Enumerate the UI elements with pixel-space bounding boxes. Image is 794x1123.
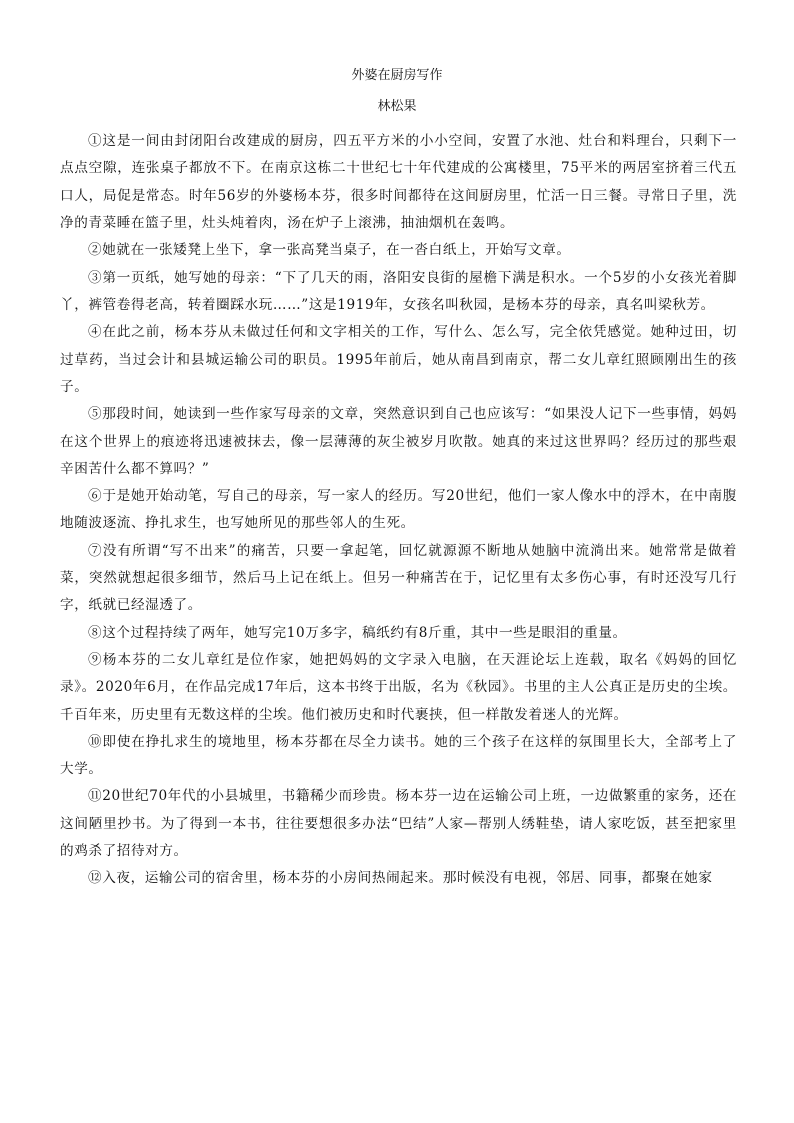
paragraph-3: ③第一页纸，她写她的母亲：“下了几天的雨，洛阳安良街的屋檐下满是积水。一个5岁的小女孩光着脚丫，裤管卷得老高，转着圈踩水玩……”这是1919年，女孩名叫秋园，是杨本芬的母亲，真名叫梁秋芳。 <box>60 269 737 314</box>
paragraph-7: ⑦没有所谓“写不出来”的痛苦，只要一拿起笔，回忆就源源不断地从她脑中流淌出来。她常常是做着菜，突然就想起很多细节，然后马上记在纸上。但另一种痛苦在于，记忆里有太多伤心事，有时还没写几行字，纸就已经湿透了。 <box>60 542 737 614</box>
paragraph-10: ⑩即使在挣扎求生的境地里，杨本芬都在尽全力读书。她的三个孩子在这样的氛围里长大，全部考上了大学。 <box>60 733 737 778</box>
paragraph-12: ⑫入夜，运输公司的宿舍里，杨本芬的小房间热闹起来。那时候没有电视，邻居、同事，都聚在她家 <box>88 870 713 887</box>
paragraph-2: ②她就在一张矮凳上坐下，拿一张高凳当桌子，在一沓白纸上，开始写文章。 <box>88 242 571 259</box>
paragraph-11: ⑪20世纪70年代的小县城里，书籍稀少而珍贵。杨本芬一边在运输公司上班，一边做繁重的家务，还在这间陋里抄书。为了得到一本书，往往要想很多办法“巴结”人家—帮别人绣鞋垫，请人家吃饭，甚至把家里的鸡杀了招待对方。 <box>60 788 737 860</box>
article-author: 林松果 <box>377 99 417 114</box>
paragraph-4: ④在此之前，杨本芬从未做过任何和文字相关的工作，写什么、怎么写，完全依凭感觉。她种过田，切过草药，当过会计和县城运输公司的职员。1995年前后，她从南昌到南京，帮二女儿章红照顾刚出生的孩子。 <box>60 324 737 395</box>
paragraph-9: ⑨杨本芬的二女儿章红是位作家，她把妈妈的文字录入电脑，在天涯论坛上连载，取名《妈妈的回忆录》。2020年6月，在作品完成17年后，这本书终于出版，名为《秋园》。书里的主人公真正是历史的尘埃。千百年来，历史里有无数这样的尘埃。他们被历史和时代裹挟，但一样散发着迷人的光辉。 <box>60 651 737 723</box>
paragraph-8: ⑧这个过程持续了两年，她写完10万多字，稿纸约有8斤重，其中一些是眼泪的重量。 <box>88 624 627 641</box>
article-body <box>60 128 737 893</box>
paragraph-6: ⑥于是她开始动笔，写自己的母亲，写一家人的经历。写20世纪，他们一家人像水中的浮木，在中南腹地随波逐流、挣扎求生，也写她所见的那些邻人的生死。 <box>60 488 737 532</box>
paragraph-1: ①这是一间由封闭阳台改建成的厨房，四五平方米的小小空间，安置了水池、灶台和料理台，只剩下一点点空隙，连张桌子都放不下。在南京这栋二十世纪七十年代建成的公寓楼里，75平米的两居室挤着三代五口人，局促是常态。时年56岁的外婆杨本芬，很多时间都待在这间厨房里，忙活一日三餐。寻常日子里，洗净的青菜睡在篮子里，灶头炖着肉，汤在炉子上滚沸，抽油烟机在轰鸣。 <box>60 133 737 231</box>
paragraph-5: ⑤那段时间，她读到一些作家写母亲的文章，突然意识到自己也应该写：“如果没人记下一些事情，妈妈在这个世界上的痕迹将迅速被抹去，像一层薄薄的灰尘被岁月吹散。她真的来过这世界吗？经历过的那些艰辛困苦什么都不算吗？” <box>60 406 737 477</box>
article-title: 外婆在厨房写作 <box>351 68 443 83</box>
